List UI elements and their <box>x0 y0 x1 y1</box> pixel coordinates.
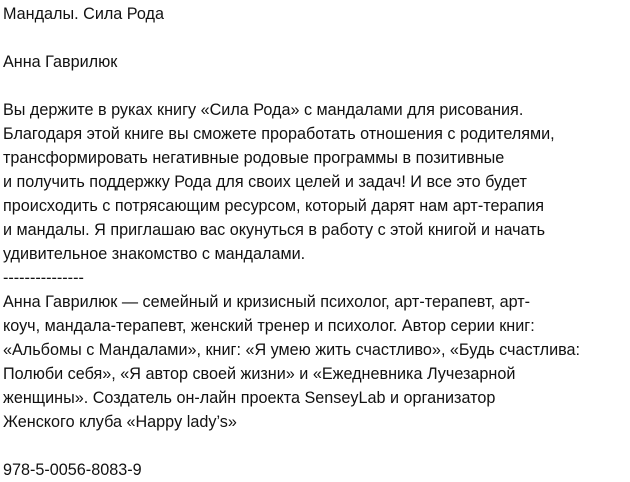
bio-line: Женского клуба «Happy lady’s» <box>3 413 237 431</box>
isbn-number: 978-5-0056-8083-9 <box>3 461 142 479</box>
description-line: происходить с потрясающим ресурсом, который дарят нам арт-терапия <box>3 197 545 215</box>
description-line: и получить поддержку Рода для своих целей и задач! И все это будет <box>3 173 527 191</box>
book-annotation-document <box>3 2 627 482</box>
blank-line <box>3 26 627 50</box>
separator-line: --------------- <box>3 269 84 287</box>
bio-line: женщины». Создатель он-лайн проекта SenseyLab и организатор <box>3 389 496 407</box>
blank-line <box>3 74 627 98</box>
author-name: Анна Гаврилюк <box>3 53 118 71</box>
description-line: и мандалы. Я приглашаю вас окунуться в работу с этой книгой и начать <box>3 221 546 239</box>
description-line: удивительное знакомство с мандалами. <box>3 245 306 263</box>
description-line: трансформировать негативные родовые программы в позитивные <box>3 149 505 167</box>
author-bio <box>3 290 627 434</box>
bio-line: Анна Гаврилюк — семейный и кризисный психолог, арт-терапевт, арт- <box>3 293 531 311</box>
description-line: Вы держите в руках книгу «Сила Рода» с мандалами для рисования. <box>3 101 524 119</box>
book-description <box>3 98 627 266</box>
blank-line <box>3 434 627 458</box>
bio-line: коуч, мандала-терапевт, женский тренер и психолог. Автор серии книг: <box>3 317 535 335</box>
book-title: Мандалы. Сила Рода <box>3 5 164 23</box>
bio-line: «Альбомы с Мандалами», книг: «Я умею жить счастливо», «Будь счастлива: <box>3 341 581 359</box>
description-line: Благодаря этой книге вы сможете проработать отношения с родителями, <box>3 125 555 143</box>
bio-line: Полюби себя», «Я автор своей жизни» и «Ежедневника Лучезарной <box>3 365 516 383</box>
